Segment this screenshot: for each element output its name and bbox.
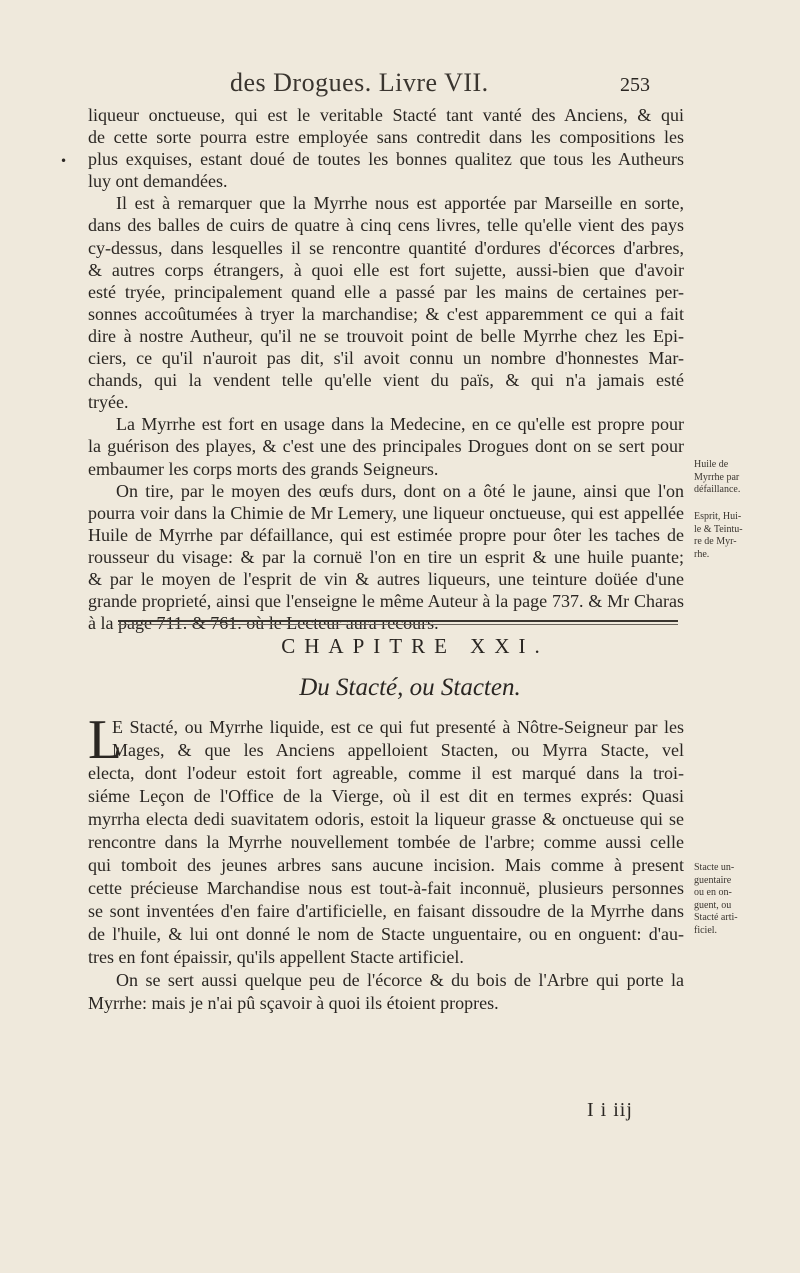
text-line: rousseur du visage: & par la cornuë l'on en tire un esprit & une huile puante;	[88, 546, 684, 567]
text-line: rencontre dans la Myrrhe nouvellement tombée de l'arbre; comme aussi celle	[88, 832, 684, 852]
text-line: embaumer les corps morts des grands Seigneurs.	[88, 458, 439, 479]
margin-note-line: Stacté arti-	[694, 912, 738, 923]
text-line: tres en font épaissir, qu'ils appellent Stacte artificiel.	[88, 947, 464, 967]
text-line: E Stacté, ou Myrrhe liquide, est ce qui fut presenté à Nôtre-Seigneur par les	[112, 717, 684, 737]
text-line: & par le moyen de l'esprit de vin & autres liqueurs, une teinture doüée d'une	[88, 568, 684, 589]
text-line: liqueur onctueuse, qui est le veritable Stacté tant vanté des Anciens, & qui	[88, 105, 684, 125]
margin-note-stacte	[694, 862, 738, 937]
text-line: On se sert aussi quelque peu de l'écorce & du bois de l'Arbre qui porte la	[116, 970, 684, 990]
text-line: plus exquises, estant doué de toutes les bonnes qualitez que tous les Autheurs	[88, 149, 684, 170]
text-line: dans des balles de cuirs de quatre à cinq cens livres, telle qu'elle vient des pays	[88, 215, 684, 236]
text-line: chands, qui la vendent telle qu'elle vient du païs, & qui n'a jamais esté	[88, 370, 684, 391]
text-line: qui tomboit des jeunes arbres sans aucune incision. Mais comme à present	[88, 855, 684, 875]
margin-note-line: Huile de	[694, 459, 729, 470]
text-line: sonnes accoûtumées à tryer la marchandise; & c'est apparemment ce qui a fait	[88, 303, 684, 324]
margin-note-line: ou en on-	[694, 887, 732, 898]
margin-note-line: Myrrhe par	[694, 471, 740, 483]
text-line: dire à nostre Autheur, qu'il ne se trouvoit point de belle Myrrhe chez les Epi-	[88, 325, 684, 346]
text-line: La Myrrhe est fort en usage dans la Medecine, en ce qu'elle est propre pour	[116, 414, 684, 435]
text-line: se sont inventées d'en faire d'artificielle, en faisant dissoudre de la Myrrhe dans	[88, 901, 684, 921]
text-line: siéme Leçon de l'Office de la Vierge, où il est dit en termes exprés: Quasi	[88, 786, 684, 806]
text-line: ciers, ce qu'il n'auroit pas dit, s'il avoit connu un nombre d'honnestes Mar-	[88, 348, 684, 369]
chapter-rule-thin	[118, 624, 678, 625]
text-line: de l'huile, & lui ont donné le nom de Stacte unguentaire, ou en onguent: d'au-	[88, 924, 684, 944]
text-line: esté tryée, principalement quand elle a passé par les mains de certaines per-	[88, 281, 684, 302]
text-line: de cette sorte pourra estre employée sans contredit dans les compositions les	[88, 127, 684, 148]
section2-text	[88, 709, 684, 1015]
running-title: des Drogues. Livre VII.	[230, 68, 489, 97]
margin-note-esprit	[694, 511, 743, 561]
margin-note-line: rhe.	[694, 548, 710, 560]
page-number: 253	[620, 74, 650, 96]
margin-note-line: Esprit, Hui-	[694, 511, 742, 522]
chapter-heading: CHAPITRE XXI.	[281, 634, 549, 658]
text-line: cy-dessus, dans lesquelles il se rencontre quantité d'ordures d'écorces d'arbres,	[88, 237, 684, 258]
chapter-subtitle: Du Stacté, ou Stacten.	[299, 674, 521, 701]
drop-cap: L	[88, 709, 123, 771]
text-line: la guérison des playes, & c'est une des principales Drogues dont on se sert pour	[88, 436, 684, 457]
text-line: tryée.	[88, 392, 129, 413]
page-header	[0, 68, 800, 108]
text-line: Il est à remarquer que la Myrrhe nous est apportée par Marseille en sorte,	[116, 193, 684, 214]
margin-note-line: le & Teintu-	[694, 523, 743, 535]
margin-note-huile	[694, 459, 740, 497]
text-line: myrrha electa dedi suavitatem odoris, estoit la liqueur grasse & onctueuse qui se	[88, 809, 684, 829]
text-line: pourra voir dans la Chimie de Mr Lemery, une liqueur onctueuse, qui est appellée	[88, 502, 684, 523]
signature-mark: I i iij	[587, 1099, 633, 1121]
margin-note-line: guentaire	[694, 874, 732, 886]
margin-note-line: guent, ou	[694, 899, 732, 911]
text-line: luy ont demandées.	[88, 171, 228, 192]
text-line: & autres corps étrangers, à quoi elle est fort sujette, aussi-bien que d'avoir	[88, 259, 684, 280]
margin-note-line: re de Myr-	[694, 536, 737, 547]
margin-dot: •	[60, 154, 68, 168]
text-line: Huile de Myrrhe par défaillance, qui est estimée propre pour ôter les taches de	[88, 524, 684, 545]
text-line: electa, dont l'odeur estoit fort agreable, comme il est marqué dans la troi-	[88, 763, 684, 783]
text-line: à la page 711. & 761. où le Lecteur aura recours.	[88, 613, 439, 634]
text-line: cette précieuse Marchandise nous est tout-à-fait inconnuë, plusieurs personnes	[88, 878, 684, 898]
text-line: Mages, & que les Anciens appelloient Stacten, ou Myrra Stacte, vel	[112, 740, 684, 760]
margin-note-line: défaillance.	[694, 484, 741, 495]
text-line: grande proprieté, ainsi que l'enseigne le même Auteur à la page 737. & Mr Charas	[88, 591, 684, 612]
chapter-rule	[118, 620, 678, 622]
margin-note-line: Stacte un-	[694, 862, 735, 873]
section1-text	[88, 104, 684, 634]
text-line: On tire, par le moyen des œufs durs, dont on a ôté le jaune, ainsi que l'on	[116, 480, 684, 501]
margin-note-line: ficiel.	[694, 924, 718, 936]
text-line: Myrrhe: mais je n'ai pû sçavoir à quoi ils étoient propres.	[88, 993, 499, 1013]
